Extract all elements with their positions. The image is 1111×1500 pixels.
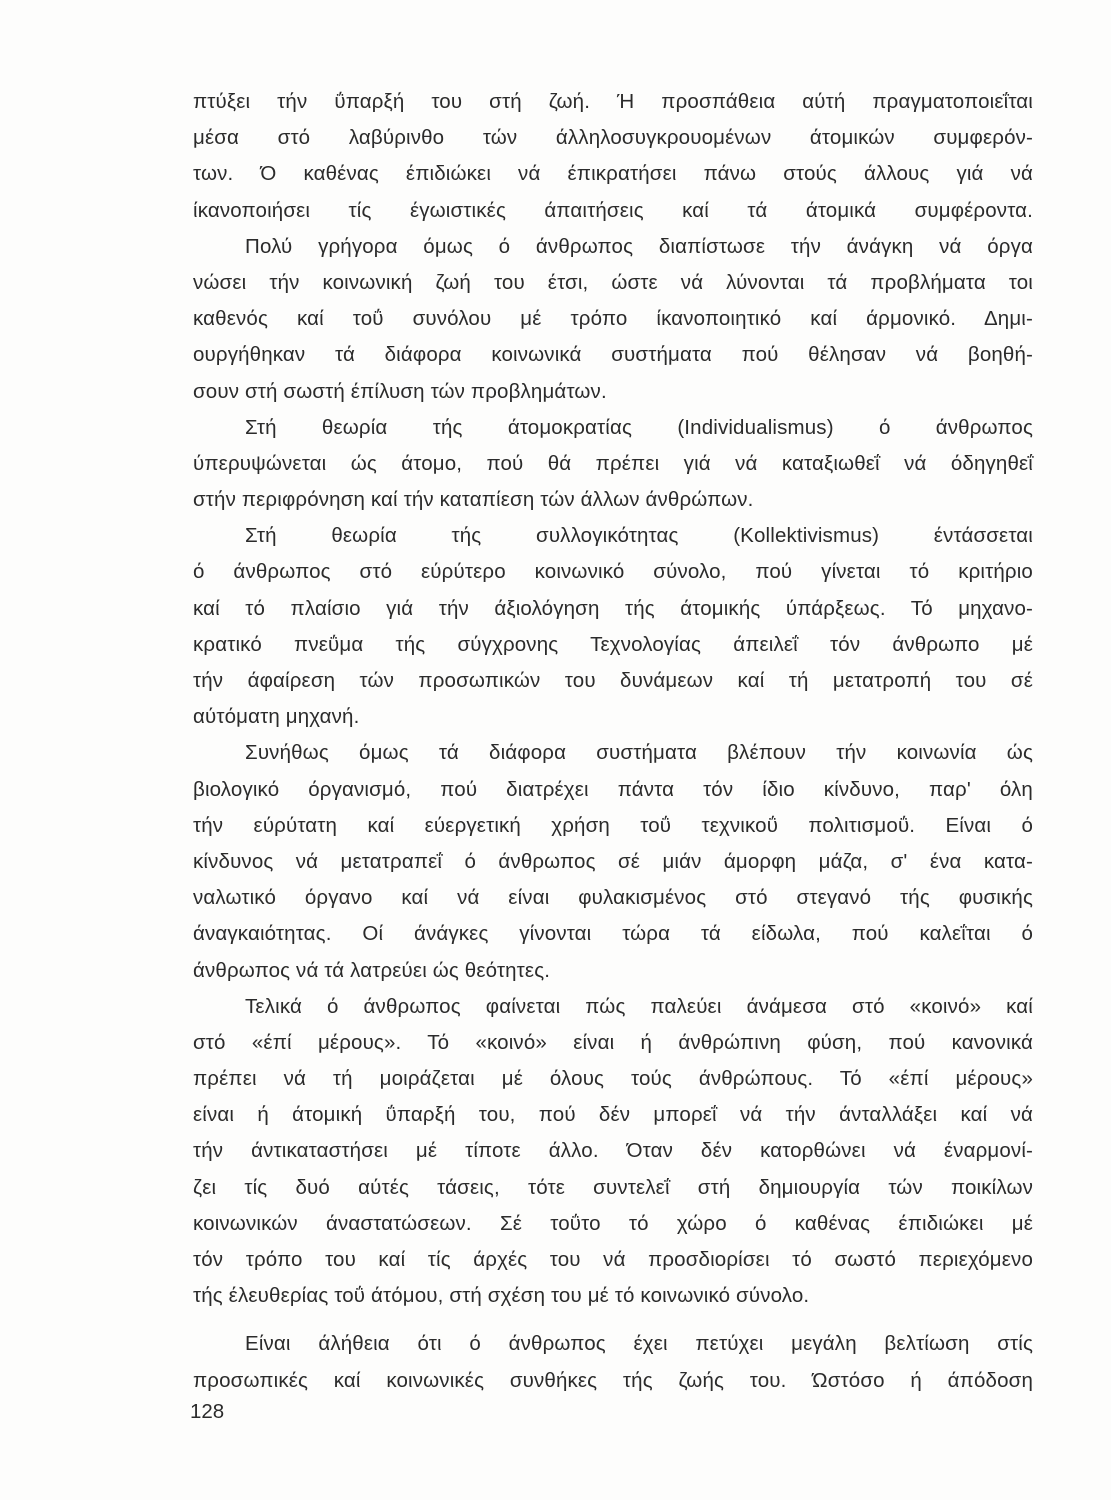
text-line: τήν εύρύτατη καί εύεργετική χρήση τοΰ τεχνικοΰ πολιτισμοΰ. Είναι ό xyxy=(193,813,1033,837)
text-line: νώσει τήν κοινωνική ζωή του έτσι, ώστε νά λύνονται τά προβλήματα τοι xyxy=(193,270,1033,294)
text-line: Τελικά ό άνθρωπος φαίνεται πώς παλεύει άνάμεσα στό «κοινό» καί xyxy=(245,994,1033,1018)
text-line: βιολογικό όργανισμό, πού διατρέχει πάντα τόν ίδιο κίνδυνο, παρ' όλη xyxy=(193,777,1033,801)
text-line: κοινωνικών άναστατώσεων. Σέ τοΰτο τό χώρο ό καθένας έπιδιώκει μέ xyxy=(193,1211,1033,1235)
text-line: τήν άφαίρεση τών προσωπικών του δυνάμεων καί τή μετατροπή του σέ xyxy=(193,669,1033,692)
text-line: ίκανοποιήσει τίς έγωιστικές άπαιτήσεις καί τά άτομικά συμφέροντα. xyxy=(193,198,1033,222)
text-line: πρέπει νά τή μοιράζεται μέ όλους τούς άνθρώπους. Τό «έπί μέρους» xyxy=(193,1067,1033,1091)
text-line: Στή θεωρία τής άτομοκρατίας (Individualismus) ό άνθρωπος xyxy=(245,415,1033,439)
text-line: Είναι άλήθεια ότι ό άνθρωπος έχει πετύχει μεγάλη βελτίωση στίς xyxy=(245,1332,1033,1356)
text-line: των. Ό καθένας έπιδιώκει νά έπικρατήσει πάνω στούς άλλους γιά νά xyxy=(193,162,1033,186)
text-line: Συνήθως όμως τά διάφορα συστήματα βλέπουν τήν κοινωνία ώς xyxy=(245,741,1033,765)
body-text xyxy=(193,84,1033,1399)
text-line: άναγκαιότητας. Οί άνάγκες γίνονται τώρα τά είδωλα, πού καλεΐται ό xyxy=(193,922,1033,946)
text-line: κρατικό πνεΰμα τής σύγχρονης Τεχνολογίας άπειλεΐ τόν άνθρωπο μέ xyxy=(193,632,1033,656)
text-line: προσωπικές καί κοινωνικές συνθήκες τής ζωής του. Ώστόσο ή άπόδοση xyxy=(193,1368,1033,1392)
text-line: ναλωτικό όργανο καί νά είναι φυλακισμένος στό στεγανό τής φυσικής xyxy=(193,886,1033,910)
text-line: τήν άντικαταστήσει μέ τίποτε άλλο. Όταν δέν κατορθώνει νά έναρμονί- xyxy=(193,1139,1033,1163)
text-line: αύτόματη μηχανή. xyxy=(193,705,360,729)
text-line: κίνδυνος νά μετατραπεΐ ό άνθρωπος σέ μιάν άμορφη μάζα, σ' ένα κατα- xyxy=(193,849,1033,873)
page-number: 128 xyxy=(190,1400,225,1423)
text-line: τόν τρόπο του καί τίς άρχές του νά προσδιορίσει τό σωστό περιεχόμενο xyxy=(193,1248,1033,1271)
text-line: καθενός καί τοΰ συνόλου μέ τρόπο ίκανοποιητικό καί άρμονικό. Δημι- xyxy=(193,307,1033,331)
text-line: Πολύ γρήγορα όμως ό άνθρωπος διαπίστωσε τήν άνάγκη νά όργα xyxy=(245,234,1033,258)
text-line: ό άνθρωπος στό εύρύτερο κοινωνικό σύνολο, πού γίνεται τό κριτήριο xyxy=(193,560,1033,584)
text-line: στό «έπί μέρους». Τό «κοινό» είναι ή άνθρώπινη φύση, πού κανονικά xyxy=(193,1030,1033,1054)
text-line: ζει τίς δυό αύτές τάσεις, τότε συντελεΐ στή δημιουργία τών ποικίλων xyxy=(193,1175,1033,1199)
text-line: ύπερυψώνεται ώς άτομο, πού θά πρέπει γιά νά καταξιωθεΐ νά όδηγηθεΐ xyxy=(193,451,1033,475)
text-line: καί τό πλαίσιο γιά τήν άξιολόγηση τής άτομικής ύπάρξεως. Τό μηχανο- xyxy=(193,596,1033,620)
text-line: είναι ή άτομική ΰπαρξή του, πού δέν μπορεΐ νά τήν άνταλλάξει καί νά xyxy=(193,1103,1033,1127)
text-line: μέσα στό λαβύρινθο τών άλληλοσυγκρουομένων άτομικών συμφερόν- xyxy=(193,126,1033,150)
text-line: ουργήθηκαν τά διάφορα κοινωνικά συστήματα πού θέλησαν νά βοηθή- xyxy=(193,343,1033,367)
text-line: στήν περιφρόνηση καί τήν καταπίεση τών άλλων άνθρώπων. xyxy=(193,488,754,512)
text-line: σουν στή σωστή έπίλυση τών προβλημάτων. xyxy=(193,379,607,403)
text-line: πτύξει τήν ΰπαρξή του στή ζωή. Ή προσπάθεια αύτή πραγματοποιεΐται xyxy=(193,90,1033,113)
text-line: Στή θεωρία τής συλλογικότητας (Kollektivismus) έντάσσεται xyxy=(245,524,1033,548)
text-line: άνθρωπος νά τά λατρεύει ώς θεότητες. xyxy=(193,958,551,982)
text-line: τής έλευθερίας τοΰ άτόμου, στή σχέση του μέ τό κοινωνικό σύνολο. xyxy=(193,1284,810,1308)
